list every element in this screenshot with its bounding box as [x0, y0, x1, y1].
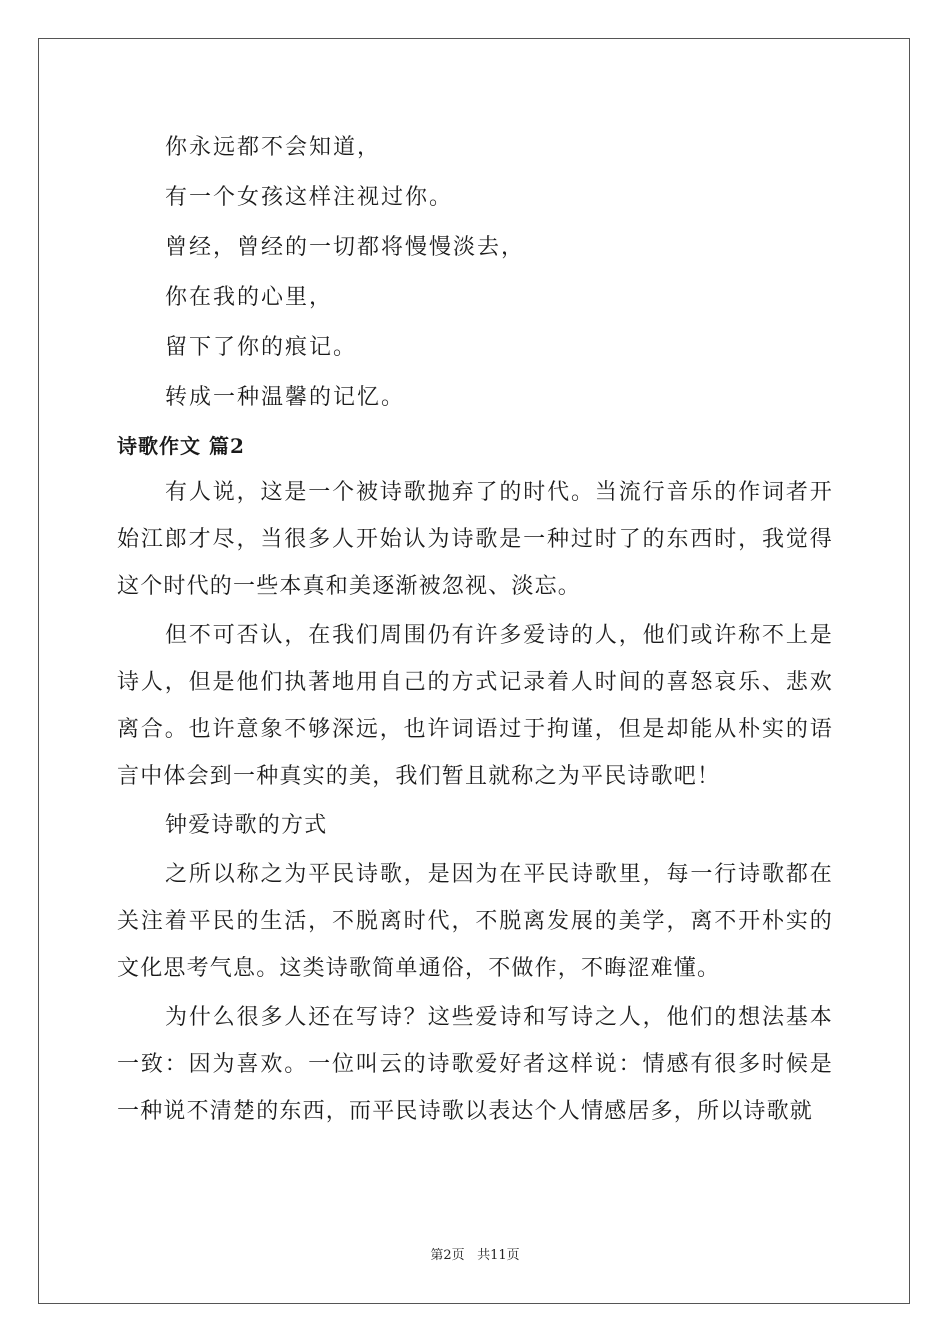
paragraph: 有人说，这是一个被诗歌抛弃了的时代。当流行音乐的作词者开始江郎才尽，当很多人开始认为诗歌是一种过时了的东西时，我觉得这个时代的一些本真和美逐渐被忽视、淡忘。	[117, 480, 833, 599]
poem-line: 曾经，曾经的一切都将慢慢淡去，	[165, 235, 526, 260]
poem-line: 留下了你的痕记。	[165, 335, 358, 360]
poem-line: 你永远都不会知道，	[165, 135, 382, 160]
page-total: 共11页	[477, 1248, 520, 1263]
document-body	[117, 123, 833, 1137]
paragraph: 为什么很多人还在写诗？这些爱诗和写诗之人，他们的想法基本一致：因为喜欢。一位叫云的诗歌爱好者这样说：情感有很多时候是一种说不清楚的东西，而平民诗歌以表达个人情感居多，所以诗歌就	[117, 1005, 833, 1124]
page-number: 第2页	[430, 1248, 465, 1263]
section-heading: 诗歌作文 篇2	[117, 434, 245, 458]
paragraph: 但不可否认，在我们周围仍有许多爱诗的人，他们或许称不上是诗人，但是他们执著地用自己的方式记录着人时间的喜怒哀乐、悲欢离合。也许意象不够深远，也许词语过于拘谨，但是却能从朴实的语言中体会到一种真实的美，我们暂且就称之为平民诗歌吧！	[117, 623, 833, 789]
paragraph: 之所以称之为平民诗歌，是因为在平民诗歌里，每一行诗歌都在关注着平民的生活，不脱离时代，不脱离发展的美学，离不开朴实的文化思考气息。这类诗歌简单通俗，不做作，不晦涩难懂。	[117, 862, 833, 981]
poem-line: 转成一种温馨的记忆。	[165, 385, 406, 410]
page-footer	[0, 1244, 950, 1263]
poem-line: 你在我的心里，	[165, 285, 334, 310]
poem-line: 有一个女孩这样注视过你。	[165, 185, 454, 210]
subheading: 钟爱诗歌的方式	[165, 813, 328, 838]
